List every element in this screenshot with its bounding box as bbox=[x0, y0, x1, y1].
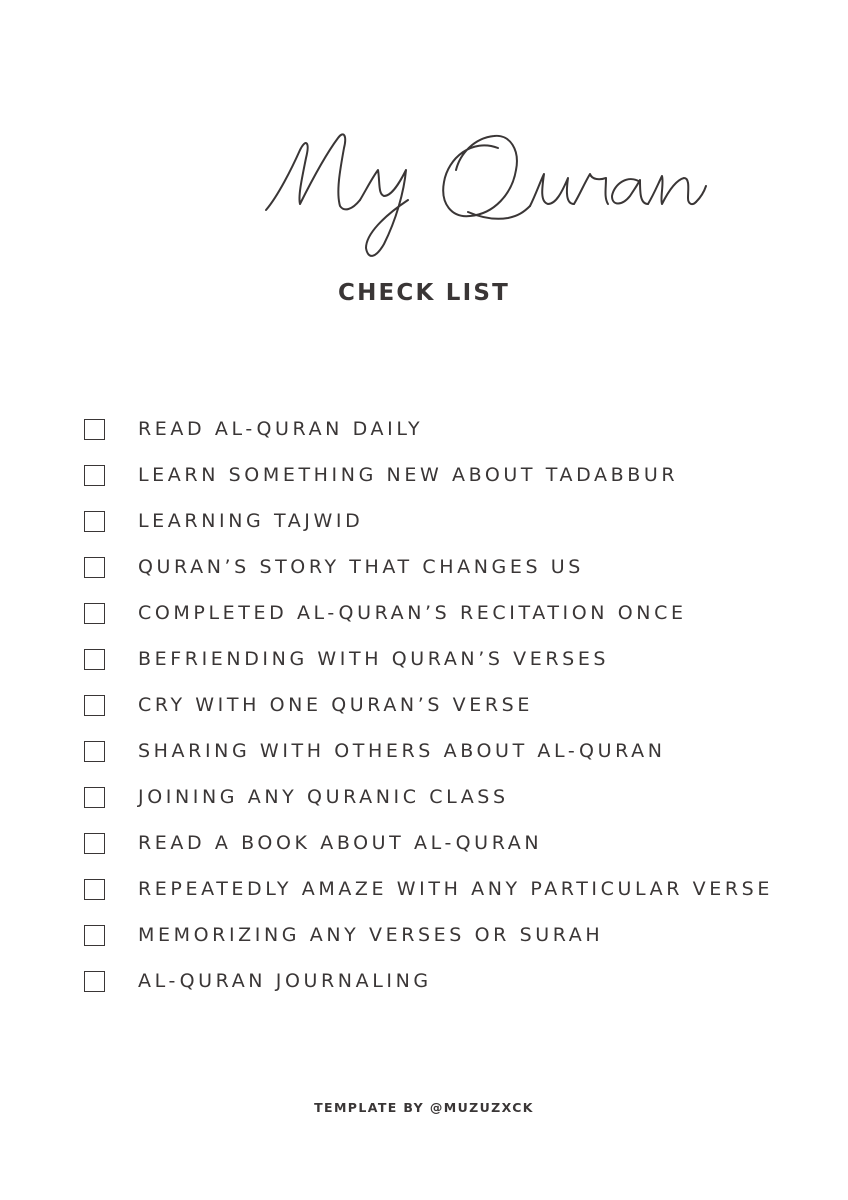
checklist-item[interactable] bbox=[84, 820, 773, 866]
checklist-item[interactable] bbox=[84, 728, 773, 774]
checkbox[interactable] bbox=[84, 925, 105, 946]
checkbox[interactable] bbox=[84, 419, 105, 440]
checkbox[interactable] bbox=[84, 741, 105, 762]
checklist-item[interactable] bbox=[84, 774, 773, 820]
template-credit: TEMPLATE BY @MUZUZXCK bbox=[314, 1100, 534, 1115]
checkbox[interactable] bbox=[84, 695, 105, 716]
checklist-item[interactable] bbox=[84, 866, 773, 912]
script-title-lettering bbox=[0, 108, 848, 278]
checklist-item[interactable] bbox=[84, 682, 773, 728]
checkbox[interactable] bbox=[84, 879, 105, 900]
checkbox[interactable] bbox=[84, 603, 105, 624]
checkbox[interactable] bbox=[84, 833, 105, 854]
checklist-item-label: REPEATEDLY AMAZE WITH ANY PARTICULAR VERSE bbox=[138, 877, 773, 900]
checklist-item-label: JOINING ANY QURANIC CLASS bbox=[138, 785, 509, 808]
checklist-item[interactable] bbox=[84, 958, 773, 1004]
checkbox[interactable] bbox=[84, 787, 105, 808]
page-title bbox=[0, 108, 848, 278]
checkbox[interactable] bbox=[84, 511, 105, 532]
checklist-item-label: QURAN’S STORY THAT CHANGES US bbox=[138, 555, 584, 578]
checklist-item-label: AL-QURAN JOURNALING bbox=[138, 969, 432, 992]
checklist-item-label: LEARNING TAJWID bbox=[138, 509, 364, 532]
checklist-item[interactable] bbox=[84, 544, 773, 590]
checklist-item[interactable] bbox=[84, 912, 773, 958]
checklist-item[interactable] bbox=[84, 452, 773, 498]
checkbox[interactable] bbox=[84, 465, 105, 486]
page-subtitle: CHECK LIST bbox=[337, 280, 511, 306]
checkbox[interactable] bbox=[84, 971, 105, 992]
checklist-item[interactable] bbox=[84, 498, 773, 544]
checklist-item-label: BEFRIENDING WITH QURAN’S VERSES bbox=[138, 647, 610, 670]
checklist-item[interactable] bbox=[84, 590, 773, 636]
checkbox[interactable] bbox=[84, 557, 105, 578]
checklist-item-label: CRY WITH ONE QURAN’S VERSE bbox=[138, 693, 533, 716]
checklist-item-label: READ AL-QURAN DAILY bbox=[138, 417, 424, 440]
checklist-item[interactable] bbox=[84, 636, 773, 682]
checklist-item[interactable] bbox=[84, 406, 773, 452]
checklist-item-label: LEARN SOMETHING NEW ABOUT TADABBUR bbox=[138, 463, 679, 486]
checkbox[interactable] bbox=[84, 649, 105, 670]
checklist-item-label: SHARING WITH OTHERS ABOUT AL-QURAN bbox=[138, 739, 666, 762]
checklist bbox=[84, 406, 773, 1004]
checklist-item-label: READ A BOOK ABOUT AL-QURAN bbox=[138, 831, 543, 854]
checklist-item-label: MEMORIZING ANY VERSES OR SURAH bbox=[138, 923, 604, 946]
checklist-item-label: COMPLETED AL-QURAN’S RECITATION ONCE bbox=[138, 601, 687, 624]
